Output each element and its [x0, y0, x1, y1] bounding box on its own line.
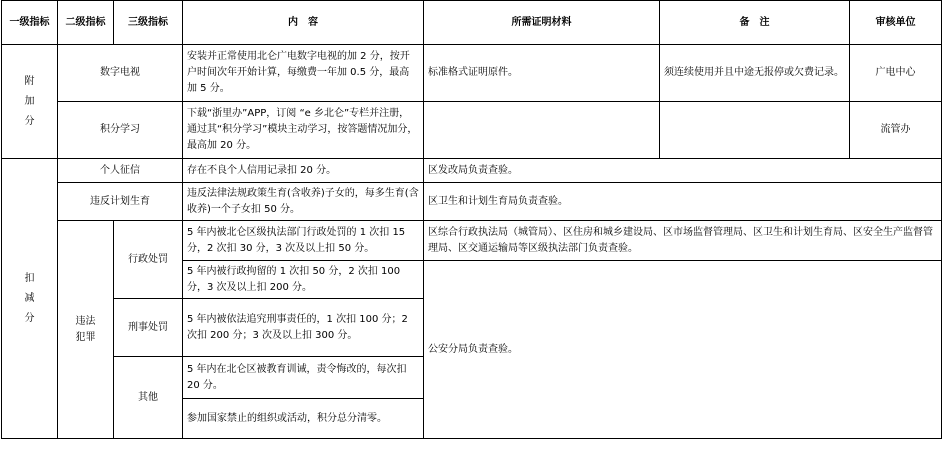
- criminal-name: 刑事处罚: [114, 299, 183, 357]
- header-materials: 所需证明材料: [424, 1, 660, 45]
- personal-credit-content: 存在不良个人信用记录扣 20 分。: [183, 159, 424, 183]
- points-criteria-table: [1, 0, 942, 439]
- points-study-remarks: [660, 102, 850, 159]
- personal-credit-name: 个人征信: [58, 159, 183, 183]
- deduct-level1-cell: [2, 159, 58, 439]
- header-level1: 一级指标: [2, 1, 58, 45]
- header-content: 内 容: [183, 1, 424, 45]
- admin-penalty-name: 行政处罚: [114, 221, 183, 299]
- points-study-content: 下载“浙里办”APP，订阅 “e 乡北仑”专栏并注册，通过其“积分学习”模块主动学习，按答题情况加分，最高加 20 分。: [183, 102, 424, 159]
- deduct-char-1: 扣: [24, 272, 35, 284]
- points-study-name: 积分学习: [58, 102, 183, 159]
- other-content-2: 参加国家禁止的组织或活动，积分总分清零。: [183, 399, 424, 439]
- digital-tv-auditor: 广电中心: [850, 45, 942, 102]
- family-planning-name: 违反计划生育: [58, 183, 183, 221]
- header-remarks: 备 注: [660, 1, 850, 45]
- detention-content: 5 年内被行政拘留的 1 次扣 50 分，2 次扣 100 分，3 次及以上扣 200 分。: [183, 261, 424, 299]
- header-level2: 二级指标: [58, 1, 114, 45]
- other-name: 其他: [114, 357, 183, 439]
- personal-credit-note: 区发改局负责查验。: [424, 159, 942, 183]
- deduct-char-3: 分: [24, 312, 35, 324]
- row-points-study: [2, 102, 942, 159]
- illegal-name-line2: 犯罪: [75, 331, 96, 343]
- row-digital-tv: [2, 45, 942, 102]
- digital-tv-materials: 标准格式证明原件。: [424, 45, 660, 102]
- illegal-name-line1: 违法: [75, 315, 96, 327]
- digital-tv-remarks: 须连续使用并且中途无报停或欠费记录。: [660, 45, 850, 102]
- admin-penalty-content: 5 年内被北仑区级执法部门行政处罚的 1 次扣 15 分，2 次扣 30 分，3 次及以上扣 50 分。: [183, 221, 424, 261]
- admin-penalty-note: 区综合行政执法局（城管局）、区住房和城乡建设局、区市场监督管理局、区卫生和计划生育局、区安全生产监督管理局、区交通运输局等区级执法部门负责查验。: [424, 221, 942, 261]
- deduct-char-2: 减: [24, 292, 35, 304]
- header-level3: 三级指标: [114, 1, 183, 45]
- bonus-char-2: 加: [24, 95, 35, 107]
- header-auditor: 审核单位: [850, 1, 942, 45]
- other-content-1: 5 年内在北仑区被教育训诫，责令悔改的，每次扣 20 分。: [183, 357, 424, 399]
- header-row: [2, 1, 942, 45]
- bonus-char-1: 附: [24, 75, 35, 87]
- digital-tv-content: 安装并正常使用北仑广电数字电视的加 2 分，按开户时间次年开始计算，每缴费一年加 0.5 分，最高加 5 分。: [183, 45, 424, 102]
- points-study-auditor: 流管办: [850, 102, 942, 159]
- points-study-materials: [424, 102, 660, 159]
- illegal-name-cell: [58, 221, 114, 439]
- digital-tv-name: 数字电视: [58, 45, 183, 102]
- family-planning-note: 区卫生和计划生育局负责查验。: [424, 183, 942, 221]
- row-personal-credit: [2, 159, 942, 183]
- row-admin-penalty: [2, 221, 942, 261]
- bonus-level1-cell: [2, 45, 58, 159]
- criminal-content: 5 年内被依法追究刑事责任的，1 次扣 100 分；2 次扣 200 分；3 次及以上扣 300 分。: [183, 299, 424, 357]
- bonus-char-3: 分: [24, 115, 35, 127]
- police-note: 公安分局负责查验。: [424, 261, 942, 439]
- family-planning-content: 违反法律法规政策生育(含收养)子女的，每多生育(含收养)一个子女扣 50 分。: [183, 183, 424, 221]
- row-family-planning: [2, 183, 942, 221]
